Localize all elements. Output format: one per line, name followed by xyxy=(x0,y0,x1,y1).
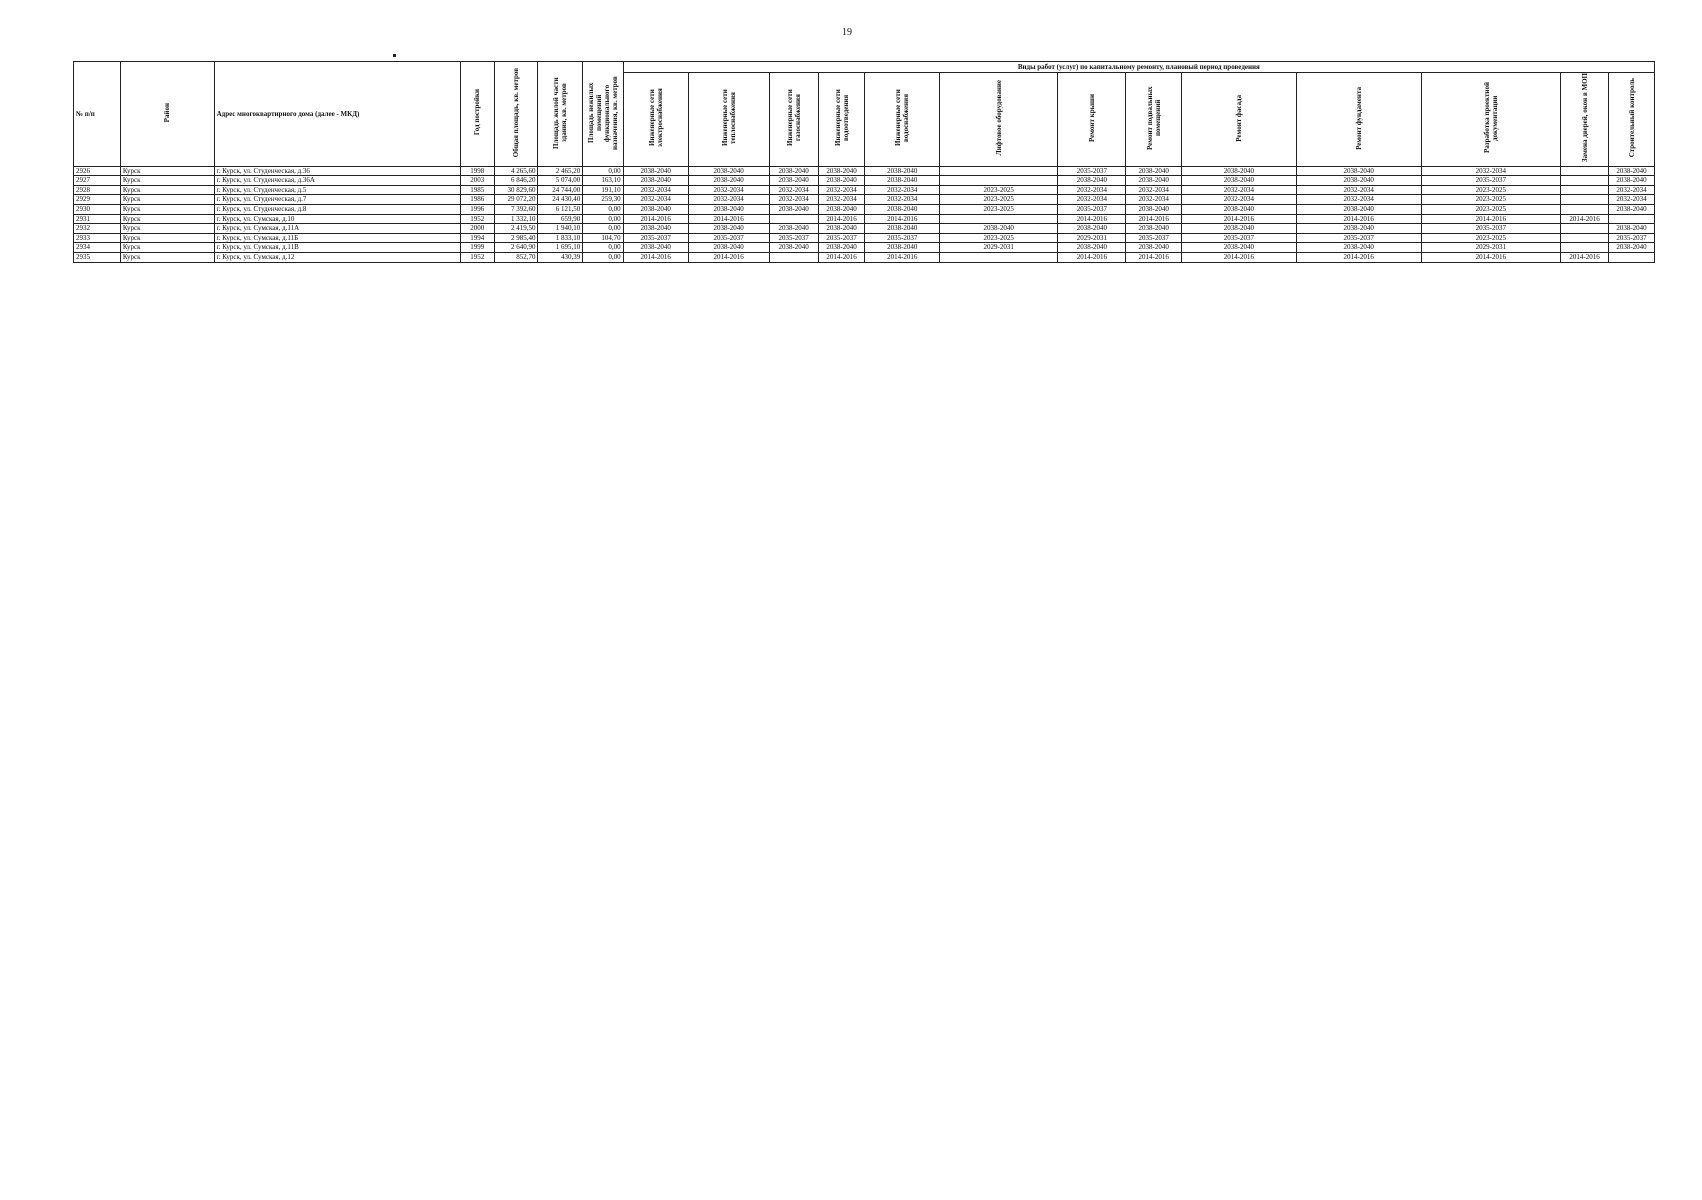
col-w8: Ремонт подвальных помещений xyxy=(1126,73,1181,167)
row-nonres-area: 0,00 xyxy=(583,252,623,262)
row-work-period xyxy=(1561,204,1609,214)
row-work-period: 2038-2040 xyxy=(769,243,818,253)
row-number: 2930 xyxy=(74,204,121,214)
row-work-period: 2035-2037 xyxy=(865,233,940,243)
row-nonres-area: 0,00 xyxy=(583,204,623,214)
row-work-period: 2038-2040 xyxy=(1609,224,1655,234)
row-work-period: 2014-2016 xyxy=(1561,214,1609,224)
row-district: Курск xyxy=(120,176,214,186)
row-total-area: 7 392,60 xyxy=(494,204,538,214)
row-work-period: 2038-2040 xyxy=(1609,243,1655,253)
row-work-period: 2032-2034 xyxy=(865,195,940,205)
row-year: 1994 xyxy=(460,233,494,243)
col-w9: Ремонт фасада xyxy=(1181,73,1296,167)
row-work-period: 2038-2040 xyxy=(688,204,769,214)
row-work-period: 2038-2040 xyxy=(769,224,818,234)
row-work-period xyxy=(1609,252,1655,262)
row-work-period: 2014-2016 xyxy=(623,214,688,224)
row-number: 2935 xyxy=(74,252,121,262)
row-work-period: 2014-2016 xyxy=(1296,252,1421,262)
row-work-period: 2038-2040 xyxy=(865,243,940,253)
col-w11: Разработка проектной документации xyxy=(1421,73,1561,167)
row-work-period: 2032-2034 xyxy=(623,185,688,195)
row-work-period xyxy=(1561,224,1609,234)
row-work-period: 2038-2040 xyxy=(688,224,769,234)
row-year: 1999 xyxy=(460,243,494,253)
page-number: 19 xyxy=(842,27,852,38)
row-work-period: 2035-2037 xyxy=(1296,233,1421,243)
row-work-period: 2038-2040 xyxy=(1181,243,1296,253)
row-work-period: 2038-2040 xyxy=(769,204,818,214)
row-work-period: 2038-2040 xyxy=(623,166,688,176)
row-living-area: 6 121,50 xyxy=(538,204,583,214)
row-work-period: 2035-2037 xyxy=(688,233,769,243)
row-work-period xyxy=(940,176,1058,186)
row-work-period: 2029-2031 xyxy=(1058,233,1126,243)
row-work-period xyxy=(1609,214,1655,224)
table-body xyxy=(74,166,1655,262)
row-work-period: 2038-2040 xyxy=(623,204,688,214)
row-work-period: 2023-2025 xyxy=(1421,195,1561,205)
row-total-area: 2 419,50 xyxy=(494,224,538,234)
row-work-period: 2023-2025 xyxy=(1421,233,1561,243)
row-work-period: 2032-2034 xyxy=(818,195,865,205)
table-row xyxy=(74,233,1655,243)
row-work-period: 2014-2016 xyxy=(688,252,769,262)
row-nonres-area: 259,30 xyxy=(583,195,623,205)
row-address: г. Курск, ул. Студенческая, д.5 xyxy=(214,185,460,195)
row-work-period: 2023-2025 xyxy=(940,195,1058,205)
row-work-period: 2032-2034 xyxy=(1296,195,1421,205)
row-work-period: 2023-2025 xyxy=(940,204,1058,214)
col-w6: Лифтовое оборудование xyxy=(940,73,1058,167)
col-w4: Инженерные сети водоотведения xyxy=(818,73,865,167)
row-work-period: 2038-2040 xyxy=(1609,204,1655,214)
row-work-period: 2032-2034 xyxy=(1126,195,1181,205)
row-living-area: 5 074,00 xyxy=(538,176,583,186)
row-work-period: 2014-2016 xyxy=(1058,214,1126,224)
row-address: г. Курск, ул. Сумская, д.11В xyxy=(214,243,460,253)
row-work-period: 2038-2040 xyxy=(1296,166,1421,176)
row-work-period: 2014-2016 xyxy=(1421,214,1561,224)
row-work-period: 2038-2040 xyxy=(1126,224,1181,234)
row-work-period xyxy=(1561,166,1609,176)
row-work-period xyxy=(1561,195,1609,205)
col-w10: Ремонт фундамента xyxy=(1296,73,1421,167)
row-work-period: 2038-2040 xyxy=(1058,243,1126,253)
col-w3: Инженерные сети газоснабжения xyxy=(769,73,818,167)
col-w2: Инженерные сети теплоснабжения xyxy=(688,73,769,167)
row-number: 2928 xyxy=(74,185,121,195)
speck xyxy=(393,54,396,57)
col-w13: Строительный контроль xyxy=(1609,73,1655,167)
row-district: Курск xyxy=(120,195,214,205)
row-work-period xyxy=(769,252,818,262)
row-address: г. Курск, ул. Студенческая, д.8 xyxy=(214,204,460,214)
row-work-period: 2014-2016 xyxy=(1058,252,1126,262)
row-work-period xyxy=(940,214,1058,224)
row-year: 1998 xyxy=(460,166,494,176)
table-row xyxy=(74,214,1655,224)
row-work-period: 2038-2040 xyxy=(1181,204,1296,214)
row-year: 2003 xyxy=(460,176,494,186)
row-nonres-area: 0,00 xyxy=(583,166,623,176)
row-total-area: 29 072,20 xyxy=(494,195,538,205)
row-work-period: 2032-2034 xyxy=(688,185,769,195)
row-work-period: 2014-2016 xyxy=(1181,252,1296,262)
table-row xyxy=(74,195,1655,205)
row-district: Курск xyxy=(120,166,214,176)
col-w7: Ремонт крыши xyxy=(1058,73,1126,167)
col-living-area: Площадь жилой части здания, кв. метров xyxy=(538,62,583,167)
row-work-period: 2014-2016 xyxy=(1421,252,1561,262)
row-work-period: 2038-2040 xyxy=(623,243,688,253)
col-w12: Замена дверей, окон в МОП xyxy=(1561,73,1609,167)
row-nonres-area: 0,00 xyxy=(583,243,623,253)
row-total-area: 2 985,40 xyxy=(494,233,538,243)
row-number: 2932 xyxy=(74,224,121,234)
row-district: Курск xyxy=(120,204,214,214)
row-address: г. Курск, ул. Студенческая, д.7 xyxy=(214,195,460,205)
row-number: 2934 xyxy=(74,243,121,253)
row-living-area: 24 430,40 xyxy=(538,195,583,205)
row-number: 2926 xyxy=(74,166,121,176)
row-work-period: 2014-2016 xyxy=(688,214,769,224)
row-work-period: 2032-2034 xyxy=(1058,195,1126,205)
row-nonres-area: 191,10 xyxy=(583,185,623,195)
row-nonres-area: 0,00 xyxy=(583,214,623,224)
row-work-period: 2038-2040 xyxy=(1058,176,1126,186)
row-work-period: 2038-2040 xyxy=(769,166,818,176)
row-work-period: 2032-2034 xyxy=(1058,185,1126,195)
row-work-period: 2032-2034 xyxy=(1181,185,1296,195)
row-address: г. Курск, ул. Студенческая, д.36А xyxy=(214,176,460,186)
row-work-period: 2014-2016 xyxy=(865,214,940,224)
row-work-period xyxy=(1561,233,1609,243)
row-work-period: 2038-2040 xyxy=(818,176,865,186)
row-work-period: 2035-2037 xyxy=(769,233,818,243)
row-nonres-area: 104,70 xyxy=(583,233,623,243)
row-address: г. Курск, ул. Студенческая, д.36 xyxy=(214,166,460,176)
row-work-period: 2038-2040 xyxy=(865,204,940,214)
row-work-period: 2032-2034 xyxy=(688,195,769,205)
row-work-period: 2038-2040 xyxy=(865,224,940,234)
row-total-area: 6 846,20 xyxy=(494,176,538,186)
row-work-period: 2032-2034 xyxy=(769,195,818,205)
row-work-period: 2029-2031 xyxy=(940,243,1058,253)
col-address: Адрес многоквартирного дома (далее - МКД) xyxy=(214,62,460,167)
works-group-title: Виды работ (услуг) по капитальному ремонту, плановый период проведения xyxy=(623,62,1654,73)
row-district: Курск xyxy=(120,185,214,195)
row-work-period: 2038-2040 xyxy=(623,176,688,186)
row-work-period: 2038-2040 xyxy=(1609,176,1655,186)
row-district: Курск xyxy=(120,252,214,262)
row-work-period: 2038-2040 xyxy=(623,224,688,234)
row-work-period: 2032-2034 xyxy=(1126,185,1181,195)
row-work-period: 2032-2034 xyxy=(1609,185,1655,195)
table-row xyxy=(74,224,1655,234)
row-work-period: 2023-2025 xyxy=(1421,204,1561,214)
row-district: Курск xyxy=(120,214,214,224)
row-work-period: 2038-2040 xyxy=(1609,166,1655,176)
row-work-period: 2035-2037 xyxy=(1421,176,1561,186)
row-total-area: 2 640,90 xyxy=(494,243,538,253)
row-work-period: 2014-2016 xyxy=(623,252,688,262)
col-district: Район xyxy=(120,62,214,167)
row-work-period: 2038-2040 xyxy=(818,224,865,234)
row-living-area: 1 940,10 xyxy=(538,224,583,234)
row-work-period: 2038-2040 xyxy=(1296,176,1421,186)
row-work-period: 2038-2040 xyxy=(1181,176,1296,186)
row-work-period: 2038-2040 xyxy=(818,166,865,176)
table-row xyxy=(74,166,1655,176)
row-work-period: 2038-2040 xyxy=(1126,166,1181,176)
row-work-period: 2032-2034 xyxy=(1181,195,1296,205)
row-work-period: 2032-2034 xyxy=(818,185,865,195)
row-total-area: 852,70 xyxy=(494,252,538,262)
row-number: 2933 xyxy=(74,233,121,243)
row-number: 2929 xyxy=(74,195,121,205)
row-work-period: 2035-2037 xyxy=(1058,204,1126,214)
row-work-period xyxy=(769,214,818,224)
row-address: г. Курск, ул. Сумская, д.12 xyxy=(214,252,460,262)
row-work-period: 2038-2040 xyxy=(818,243,865,253)
col-total-area: Общая площадь, кв. метров xyxy=(494,62,538,167)
row-work-period: 2035-2037 xyxy=(818,233,865,243)
row-living-area: 1 833,10 xyxy=(538,233,583,243)
row-work-period: 2035-2037 xyxy=(1421,224,1561,234)
row-address: г. Курск, ул. Сумская, д.11А xyxy=(214,224,460,234)
row-work-period: 2032-2034 xyxy=(769,185,818,195)
header-row-1 xyxy=(74,62,1655,73)
row-work-period: 2038-2040 xyxy=(1181,224,1296,234)
row-year: 1985 xyxy=(460,185,494,195)
row-district: Курск xyxy=(120,243,214,253)
row-work-period xyxy=(940,252,1058,262)
row-year: 1952 xyxy=(460,252,494,262)
row-year: 2000 xyxy=(460,224,494,234)
row-work-period: 2023-2025 xyxy=(940,233,1058,243)
row-work-period xyxy=(940,166,1058,176)
row-district: Курск xyxy=(120,233,214,243)
col-w1: Инженерные сети электроснабжения xyxy=(623,73,688,167)
table-row xyxy=(74,204,1655,214)
row-work-period: 2038-2040 xyxy=(818,204,865,214)
row-address: г. Курск, ул. Сумская, д.11Б xyxy=(214,233,460,243)
row-work-period xyxy=(1561,185,1609,195)
row-work-period: 2038-2040 xyxy=(1296,204,1421,214)
row-work-period: 2038-2040 xyxy=(1296,224,1421,234)
row-nonres-area: 0,00 xyxy=(583,224,623,234)
row-work-period: 2038-2040 xyxy=(865,166,940,176)
row-nonres-area: 163,10 xyxy=(583,176,623,186)
row-total-area: 4 265,60 xyxy=(494,166,538,176)
col-nonres-area: Площадь нежилых помещений функционального назначения, кв. метров xyxy=(583,62,623,167)
row-work-period: 2038-2040 xyxy=(1296,243,1421,253)
row-work-period: 2032-2034 xyxy=(623,195,688,205)
table-row xyxy=(74,252,1655,262)
capital-repair-table xyxy=(73,61,1655,263)
row-work-period: 2038-2040 xyxy=(1126,204,1181,214)
row-work-period xyxy=(1561,243,1609,253)
row-work-period: 2038-2040 xyxy=(688,166,769,176)
row-work-period: 2038-2040 xyxy=(1126,243,1181,253)
row-living-area: 430,39 xyxy=(538,252,583,262)
row-number: 2931 xyxy=(74,214,121,224)
row-work-period: 2038-2040 xyxy=(865,176,940,186)
col-no: № п/п xyxy=(74,62,121,167)
row-work-period: 2014-2016 xyxy=(1126,214,1181,224)
row-total-area: 1 332,10 xyxy=(494,214,538,224)
row-work-period: 2038-2040 xyxy=(769,176,818,186)
col-year: Год постройки xyxy=(460,62,494,167)
row-work-period: 2038-2040 xyxy=(688,243,769,253)
row-work-period: 2029-2031 xyxy=(1421,243,1561,253)
row-number: 2927 xyxy=(74,176,121,186)
row-work-period: 2038-2040 xyxy=(1181,166,1296,176)
row-work-period: 2014-2016 xyxy=(1296,214,1421,224)
row-district: Курск xyxy=(120,224,214,234)
row-work-period: 2014-2016 xyxy=(818,214,865,224)
row-work-period: 2038-2040 xyxy=(688,176,769,186)
row-work-period: 2035-2037 xyxy=(623,233,688,243)
row-year: 1952 xyxy=(460,214,494,224)
row-living-area: 24 744,00 xyxy=(538,185,583,195)
row-work-period: 2038-2040 xyxy=(1126,176,1181,186)
row-address: г. Курск, ул. Сумская, д.10 xyxy=(214,214,460,224)
row-living-area: 659,90 xyxy=(538,214,583,224)
table-row xyxy=(74,243,1655,253)
row-work-period: 2014-2016 xyxy=(818,252,865,262)
row-year: 1986 xyxy=(460,195,494,205)
col-w5: Инженерные сети водоснабжения xyxy=(865,73,940,167)
row-work-period: 2014-2016 xyxy=(865,252,940,262)
row-work-period: 2014-2016 xyxy=(1126,252,1181,262)
row-work-period: 2032-2034 xyxy=(1296,185,1421,195)
table-row xyxy=(74,176,1655,186)
row-work-period: 2035-2037 xyxy=(1609,233,1655,243)
row-work-period: 2032-2034 xyxy=(1609,195,1655,205)
row-work-period: 2014-2016 xyxy=(1181,214,1296,224)
row-work-period: 2032-2034 xyxy=(1421,166,1561,176)
row-year: 1996 xyxy=(460,204,494,214)
table-row xyxy=(74,185,1655,195)
row-living-area: 2 465,20 xyxy=(538,166,583,176)
row-work-period: 2035-2037 xyxy=(1181,233,1296,243)
row-work-period: 2035-2037 xyxy=(1058,166,1126,176)
row-work-period: 2032-2034 xyxy=(865,185,940,195)
row-work-period: 2038-2040 xyxy=(940,224,1058,234)
row-work-period: 2038-2040 xyxy=(1058,224,1126,234)
row-work-period: 2014-2016 xyxy=(1561,252,1609,262)
row-work-period: 2035-2037 xyxy=(1126,233,1181,243)
row-work-period: 2023-2025 xyxy=(940,185,1058,195)
row-work-period xyxy=(1561,176,1609,186)
row-work-period: 2023-2025 xyxy=(1421,185,1561,195)
row-living-area: 1 695,10 xyxy=(538,243,583,253)
row-total-area: 30 829,60 xyxy=(494,185,538,195)
